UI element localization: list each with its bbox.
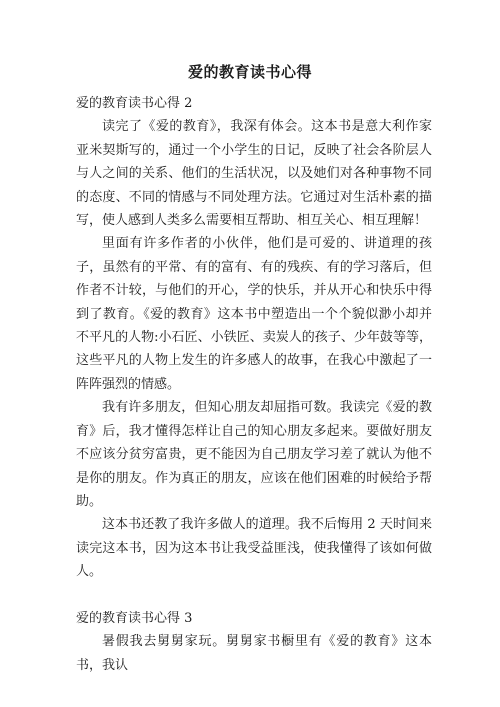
paragraph: 暑假我去舅舅家玩。舅舅家书橱里有《爱的教育》这本书，我认 (76, 634, 432, 673)
document-body (76, 92, 432, 677)
section-heading: 爱的教育读书心得 2 (76, 96, 193, 111)
section-2 (76, 92, 432, 584)
paragraph: 里面有许多作者的小伙伴，他们是可爱的、讲道理的孩子，虽然有的平常、有的富有、有的残疾、有的学习落后，但作者不计较，与他们的开心，学的快乐，并从开心和快乐中得到了教育。《爱的教育》这本书中塑造出一个个貌似渺小却并不平凡的人物:小石匠、小铁匠、卖炭人的孩子、少年鼓等等，这些平凡的人物上发生的许多感人的故事，在我心中激起了一阵阵强烈的情感。 (76, 236, 432, 392)
section-heading: 爱的教育读书心得 3 (76, 610, 193, 626)
document-title: 爱的教育读书心得 (187, 63, 312, 81)
paragraph: 读完了《爱的教育》，我深有体会。这本书是意大利作家亚米契斯写的，通过一个小学生的日记，反映了社会各阶层人与人之间的关系、他们的生活状况，以及她们对各种事物不同的态度、不同的情感与不同处理方法。它通过对生活朴素的描写，使人感到人类多么需要相互帮助、相互关心、相互理解！ (76, 119, 432, 229)
paragraph: 这本书还教了我许多做人的道理。我不后悔用 2 天时间来读完这本书，因为这本书让我受益匪浅，使我懂得了该如何做人。 (76, 517, 432, 580)
paragraph: 我有许多朋友，但知心朋友却屈指可数。我读完《爱的教育》后，我才懂得怎样让自己的知心朋友多起来。要做好朋友不应该分贫穷富贵，更不能因为自己朋友学习差了就认为他不是你的朋友。作为真正的朋友，应该在他们困难的时候给予帮助。 (76, 400, 432, 509)
section-3 (76, 607, 432, 677)
